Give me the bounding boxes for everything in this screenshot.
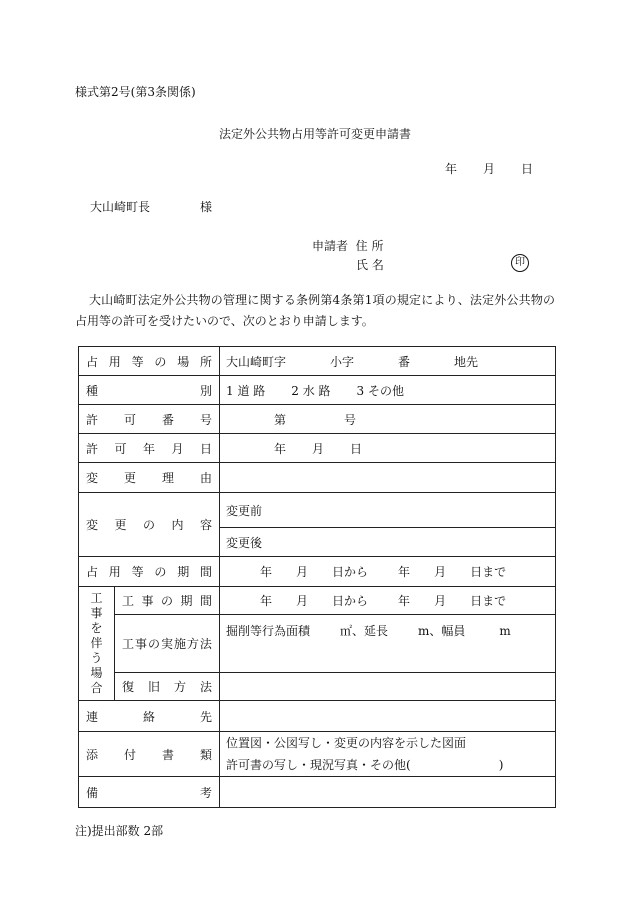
label-char: 考 <box>199 785 212 800</box>
addressee-honorific: 様 <box>200 200 213 214</box>
group-label-char: を <box>90 621 103 635</box>
label-char: 変 <box>86 518 99 532</box>
date-day: 日 <box>521 162 534 176</box>
method-area: 掘削等行為面積 <box>226 624 311 638</box>
attachments-line2 <box>226 754 555 776</box>
label-char: 方 <box>186 637 199 651</box>
applicant-address-label: 住 所 <box>355 239 384 253</box>
loc-chisaki: 地先 <box>454 354 479 369</box>
seal-mark: 印 <box>511 254 529 272</box>
label-char: 連 <box>86 709 99 724</box>
row-type <box>79 376 556 405</box>
label-char: 方 <box>173 680 186 694</box>
label-char: 更 <box>123 471 136 485</box>
label-char: 別 <box>199 383 212 398</box>
value-location[interactable] <box>220 347 556 376</box>
value-restore[interactable] <box>220 673 556 701</box>
label-char: 間 <box>199 565 212 579</box>
label-char: 法 <box>199 680 212 694</box>
label-remarks <box>79 777 220 808</box>
label-attachments <box>79 732 220 777</box>
loc-koaza: 小字 <box>330 354 355 369</box>
value-type[interactable] <box>220 376 556 405</box>
label-permit-date <box>79 434 220 463</box>
label-char: 可 <box>114 441 127 456</box>
group-label-char: 合 <box>90 681 103 695</box>
label-char: 日 <box>199 441 212 456</box>
row-construction-method <box>79 615 556 673</box>
label-restore <box>115 673 220 701</box>
label-char: 用 <box>108 354 121 369</box>
label-char: の <box>160 594 173 608</box>
pd-month: 月 <box>312 441 325 456</box>
row-change-reason <box>79 463 556 493</box>
value-attachments[interactable] <box>220 732 556 777</box>
label-char: 占 <box>86 565 99 579</box>
label-char: の <box>154 354 167 369</box>
value-change-before[interactable]: 変更前 <box>220 493 556 528</box>
type-other: 3 その他 <box>356 383 404 398</box>
loc-ban: 番 <box>398 354 411 369</box>
group-label-char: 伴 <box>90 636 103 650</box>
label-char: の <box>154 565 167 579</box>
label-contact <box>79 701 220 732</box>
label-char: 年 <box>142 441 155 456</box>
form-number: 様式第2号(第3条関係) <box>75 85 196 99</box>
addressee-name: 大山崎町長 <box>90 200 151 214</box>
label-char: 添 <box>86 747 99 762</box>
label-char: 備 <box>86 785 99 800</box>
group-label-char: う <box>90 651 103 665</box>
label-char: 場 <box>177 354 190 369</box>
loc-aza: 大山崎町字 <box>226 354 287 369</box>
label-char: 占 <box>86 354 99 369</box>
label-char: 事 <box>134 637 147 651</box>
label-char: 号 <box>199 412 212 427</box>
row-period <box>79 557 556 587</box>
footnote: 注)提出部数 2部 <box>75 824 164 838</box>
label-permit-no <box>79 405 220 434</box>
cp-m2: 月 <box>434 594 447 608</box>
label-char: 変 <box>86 471 99 485</box>
group-label-char: 場 <box>90 666 103 680</box>
type-waterway: 2 水 路 <box>291 383 331 398</box>
addressee <box>90 198 212 215</box>
label-construction-group <box>79 587 115 701</box>
label-char: 法 <box>199 637 212 651</box>
period-d2: 日まで <box>470 565 507 579</box>
method-width: m、幅員 <box>418 624 466 638</box>
row-change-before <box>79 493 556 528</box>
row-construction-period <box>79 587 556 615</box>
label-change-reason <box>79 463 220 493</box>
application-statement: 大山崎町法定外公共物の管理に関する条例第4条第1項の規定により、法定外公共物の占用等の許可を受けたいので、次のとおり申請します。 <box>75 293 555 328</box>
row-permit-no <box>79 405 556 434</box>
label-char: 所 <box>199 354 212 369</box>
label-char: 月 <box>171 441 184 456</box>
label-char: 工 <box>122 594 135 608</box>
label-char: 可 <box>123 412 136 427</box>
label-char: 類 <box>199 747 212 762</box>
label-char: 期 <box>177 565 190 579</box>
date-line <box>445 160 533 177</box>
label-char: 等 <box>131 354 144 369</box>
cp-y1: 年 <box>260 594 273 608</box>
value-change-reason[interactable] <box>220 463 556 493</box>
label-char: 付 <box>123 747 136 762</box>
period-m1: 月 <box>296 565 309 579</box>
value-contact[interactable] <box>220 701 556 732</box>
label-location <box>79 347 220 376</box>
label-char: 施 <box>173 637 186 651</box>
row-remarks <box>79 777 556 808</box>
label-char: 用 <box>108 565 121 579</box>
attachments-line2-close: ) <box>498 758 504 772</box>
label-char: 更 <box>114 518 127 532</box>
label-char: 書 <box>161 747 174 762</box>
applicant-role: 申請者 <box>312 239 349 253</box>
label-char: の <box>142 518 155 532</box>
attachments-line1: 位置図・公図写し・変更の内容を示した図面 <box>226 736 467 750</box>
type-road: 1 道 路 <box>226 383 266 398</box>
label-char: 間 <box>199 594 212 608</box>
label-char: 容 <box>199 518 212 532</box>
label-char: 由 <box>199 471 212 485</box>
applicant-address <box>312 237 383 254</box>
date-month: 月 <box>483 162 496 176</box>
value-change-after[interactable]: 変更後 <box>220 528 556 557</box>
group-label-char: 工 <box>90 591 103 605</box>
row-permit-date <box>79 434 556 463</box>
method-length: ㎡、延長 <box>340 624 389 638</box>
label-char: 実 <box>160 637 173 651</box>
date-year: 年 <box>445 162 458 176</box>
applicant-name-label: 氏 名 <box>356 258 384 272</box>
value-period[interactable] <box>220 557 556 587</box>
attachments-line2-text: 許可書の写し・現況写真・その他( <box>226 758 411 772</box>
label-change-content <box>79 493 220 557</box>
label-char: 復 <box>122 680 135 694</box>
period-y1: 年 <box>260 565 273 579</box>
label-char: 旧 <box>147 680 160 694</box>
application-table <box>78 346 556 808</box>
row-contact <box>79 701 556 732</box>
value-construction-method[interactable] <box>220 615 556 673</box>
label-char: 番 <box>161 412 174 427</box>
label-char: 理 <box>161 471 174 485</box>
row-location <box>79 347 556 376</box>
row-restore <box>79 673 556 701</box>
period-m2: 月 <box>434 565 447 579</box>
pd-year: 年 <box>274 441 287 456</box>
cp-d2: 日まで <box>470 594 507 608</box>
label-char: 許 <box>86 412 99 427</box>
label-char: 許 <box>86 441 99 456</box>
permit-go: 号 <box>344 412 357 427</box>
label-char: 工 <box>122 637 135 651</box>
label-char: 等 <box>131 565 144 579</box>
value-permit-no[interactable] <box>220 405 556 434</box>
group-label-char: 事 <box>90 606 103 620</box>
cp-y2: 年 <box>398 594 411 608</box>
permit-dai: 第 <box>274 412 287 427</box>
pd-day: 日 <box>350 441 363 456</box>
label-type <box>79 376 220 405</box>
label-char: 種 <box>86 383 99 398</box>
label-char: 内 <box>171 518 184 532</box>
label-char: 期 <box>180 594 193 608</box>
label-char: の <box>147 637 160 651</box>
label-char: 先 <box>199 709 212 724</box>
period-d1: 日から <box>332 565 369 579</box>
value-construction-period[interactable] <box>220 587 556 615</box>
cp-m1: 月 <box>296 594 309 608</box>
method-m: m <box>499 624 511 638</box>
label-char: 事 <box>141 594 154 608</box>
period-y2: 年 <box>398 565 411 579</box>
form-title: 法定外公共物占用等許可変更申請書 <box>218 127 411 141</box>
label-period <box>79 557 220 587</box>
value-remarks[interactable] <box>220 777 556 808</box>
value-permit-date[interactable] <box>220 434 556 463</box>
label-construction-method <box>115 615 220 673</box>
row-attachments <box>79 732 556 777</box>
label-char: 絡 <box>142 709 155 724</box>
cp-d1: 日から <box>332 594 369 608</box>
label-construction-period <box>115 587 220 615</box>
